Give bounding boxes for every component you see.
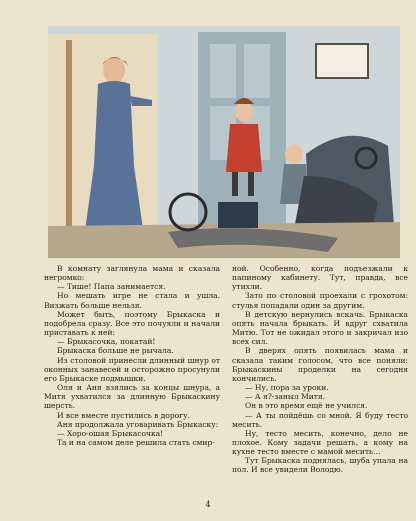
paragraph: — А ты пойдёшь со мной. Я буду тесто месить. — [232, 410, 408, 429]
girl-head — [235, 102, 253, 122]
paragraph: Он в это время ещё не учился. — [245, 401, 368, 411]
paragraph: — Тише! Папа занимается. — [57, 282, 166, 292]
paragraph: Зато по столовой проехали с грохотом: стулья попадали один за другим. — [232, 291, 408, 310]
paragraph: Ну, тесто месить, конечно, дело не плохое. Кому задачи решать, а кому на кухне тесто вместе с мамой месить… — [232, 428, 408, 457]
girl-leg — [232, 172, 238, 196]
door-pane — [244, 44, 270, 98]
paragraph: И все вместе пустились в дорогу. — [57, 410, 190, 420]
right-column — [232, 264, 408, 475]
page-number: 4 — [205, 500, 211, 509]
paragraph: В дверях опять появилась мама и сказала таким голосом, что все поняли: Брыкаскины проделки на сегодня кончились. — [232, 346, 408, 383]
girl-dress — [226, 124, 262, 172]
paragraph: В комнату заглянула мама и сказала негромко: — [44, 264, 220, 283]
paragraph: Может быть, поэтому Брыкаска и подобрела сразу. Все это почуяли и начали приставать к ней: — [44, 309, 220, 338]
paragraph: ной. Особенно, когда подъезжали к папиному кабинету. Тут, правда, все утихли. — [232, 264, 408, 292]
toy-drum — [218, 202, 258, 228]
boy-head — [285, 144, 303, 164]
illustration — [48, 26, 400, 258]
paragraph: Тут Брыкаска поднялась, шуба упала на пол. И все увидели Володю. — [232, 456, 408, 475]
paragraph: — Ну, пора за уроки. — [245, 383, 329, 393]
paragraph: Аня продолжала уговаривать Брыкаску: — [57, 419, 219, 429]
paragraph: — А я?-заныл Митя. — [245, 392, 325, 402]
paragraph: Но мешать игре не стала и ушла. Визжать больше нельзя. — [44, 291, 220, 310]
paragraph: В детскую вернулись вскачь. Брыкаска опять начала брыкать. И вдруг схватила Митю. Тот не ожидал этого и закричал изо всех сил. — [232, 309, 408, 347]
door-pane — [210, 44, 236, 98]
door-frame — [66, 40, 72, 246]
mother-head — [103, 57, 125, 83]
paragraph: — Брыкасочка, покатай! — [57, 337, 156, 347]
paragraph: Из столовой принесли длинный шнур от оконных занавесей и осторожно просунули его Брыкаске подмышки. — [44, 355, 220, 383]
paragraph: Оля и Аня взялись за концы шнура, а Митя ухватился за длинную Брыкаскину шерсть. — [44, 383, 220, 411]
paragraph: — Хоро-ошая Брыкасочка! — [57, 428, 164, 438]
girl-leg — [248, 172, 254, 196]
paragraph: Та и на самом деле решила стать смир- — [57, 437, 215, 447]
paragraph: Брыкаска больше не рычала. — [57, 346, 174, 356]
left-column — [44, 264, 220, 447]
wall-picture — [316, 44, 368, 78]
